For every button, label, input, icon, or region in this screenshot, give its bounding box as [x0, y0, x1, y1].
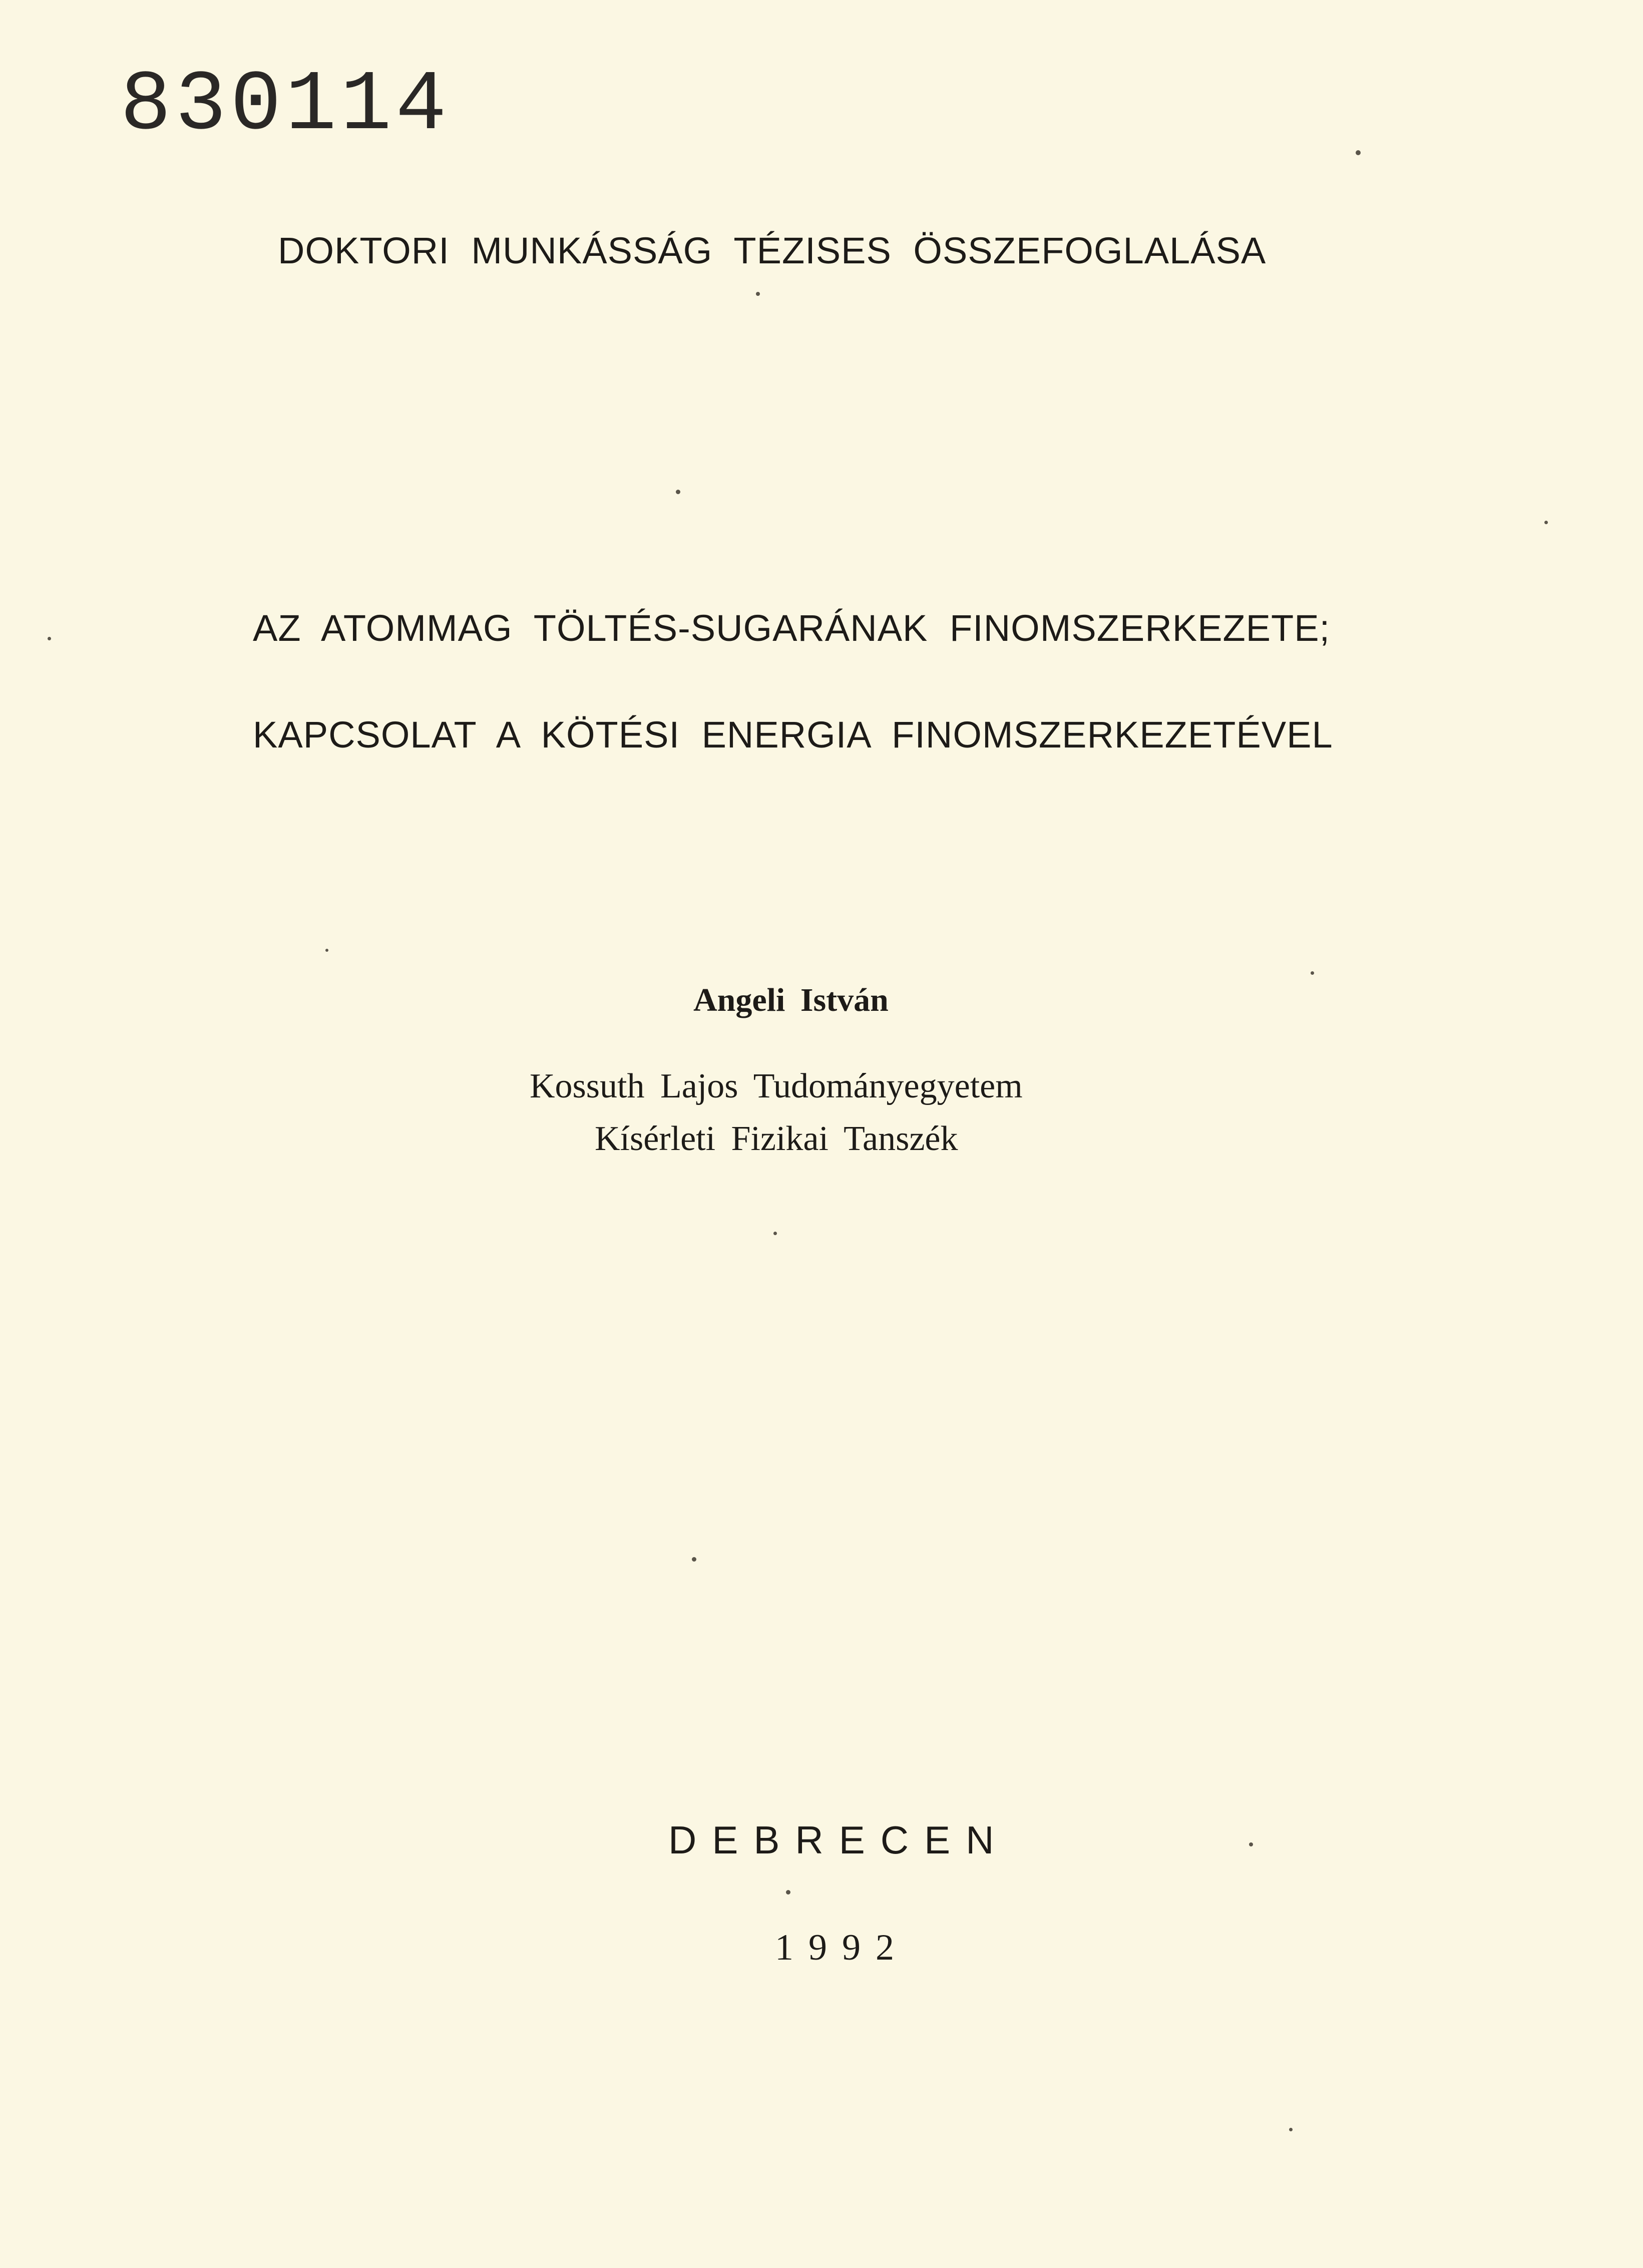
author-name: Angeli István: [693, 982, 889, 1018]
dust-speck: [1249, 1842, 1253, 1846]
dust-speck: [773, 1232, 777, 1235]
publication-year: 1992: [775, 1927, 909, 1968]
title-line-1: AZ ATOMMAG TÖLTÉS-SUGARÁNAK FINOMSZERKEZETE;: [253, 607, 1331, 649]
dust-speck: [786, 1890, 790, 1895]
dust-speck: [1289, 2128, 1293, 2131]
dust-speck: [1311, 971, 1314, 975]
department-name: Kísérleti Fizikai Tanszék: [595, 1119, 958, 1158]
dust-speck: [756, 292, 760, 296]
stamp-number: 830114: [120, 58, 451, 154]
dust-speck: [325, 949, 328, 952]
dust-speck: [1356, 150, 1361, 155]
dust-speck: [692, 1557, 696, 1562]
dust-speck: [48, 637, 51, 640]
university-name: Kossuth Lajos Tudományegyetem: [530, 1067, 1023, 1105]
dust-speck: [1544, 521, 1548, 524]
title-line-2: KAPCSOLAT A KÖTÉSI ENERGIA FINOMSZERKEZETÉVEL: [253, 714, 1333, 755]
city-name: DEBRECEN: [668, 1818, 1010, 1862]
dust-speck: [676, 490, 680, 494]
document-heading: DOKTORI MUNKÁSSÁG TÉZISES ÖSSZEFOGLALÁSA: [278, 230, 1267, 271]
